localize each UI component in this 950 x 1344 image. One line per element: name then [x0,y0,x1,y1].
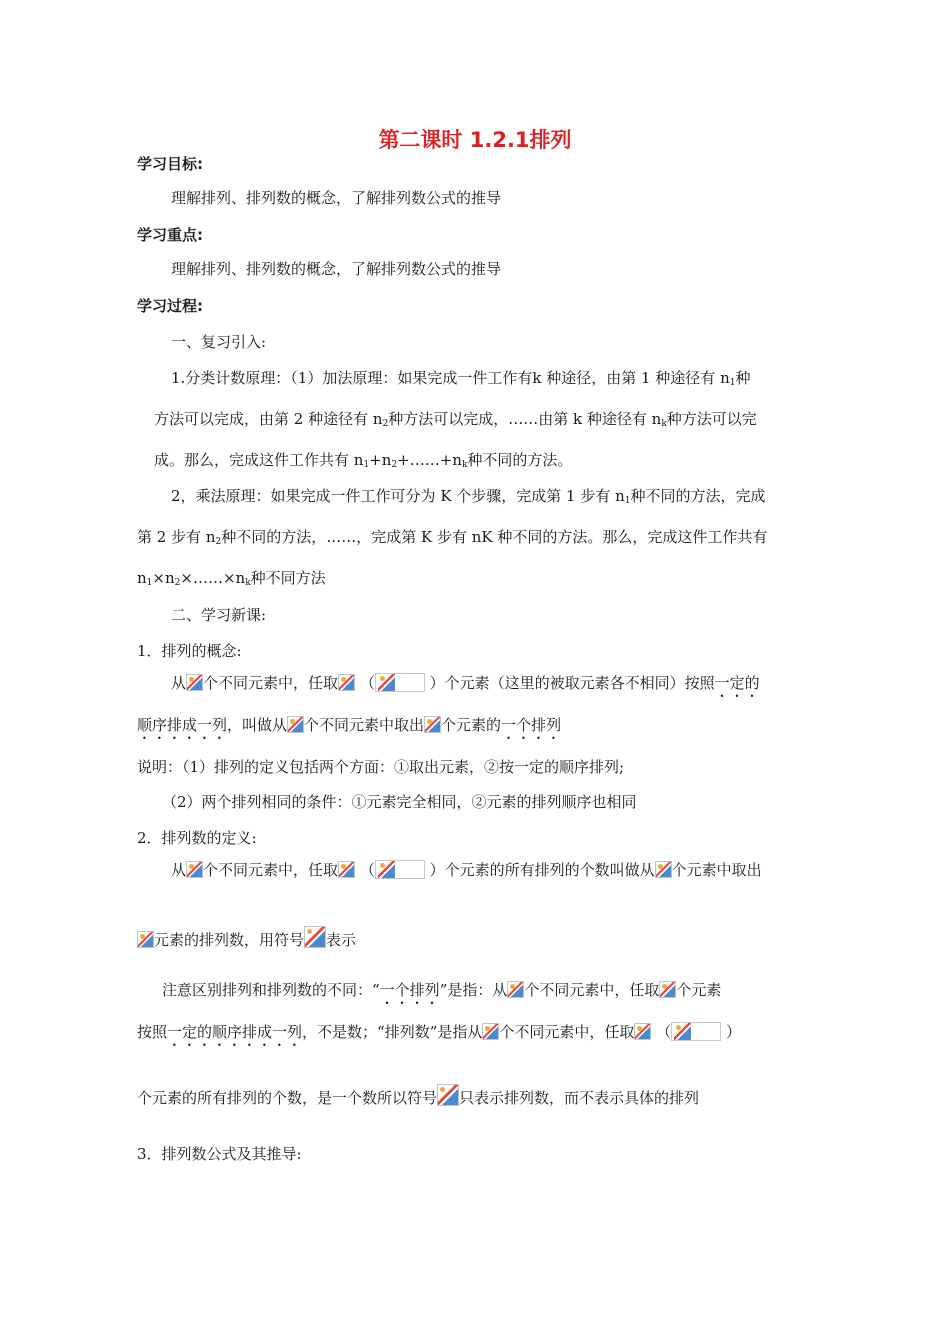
formula-image-icon [137,931,154,948]
section1-note1: 说明：（1）排列的定义包括两个方面：①取出元素，②按一定的顺序排列; [137,758,625,776]
focus-heading: 学习重点: [137,226,203,244]
formula-image-icon [186,861,203,878]
section2-note3: 个元素的所有排列的个数，是一个数所以符号 只表示排列数，而不表示具体的排列 [137,1084,699,1108]
formula-box [375,673,425,692]
section2-para2: 元素的排列数，用符号 表示 [137,926,356,950]
permutation-symbol-icon [304,926,326,948]
section2-note1: 注意区别排列和排列数的不同：“一个排列”是指：从 个不同元素中，任取 个元素 [162,981,722,999]
formula-image-icon [338,861,355,878]
mul-principle-line2: 第 2 步有 $n_2$种不同的方法，……，完成第 K 步有 nK 种不同的方法。那么，完成这件工作共有 [137,528,768,547]
review-heading: 一、复习引入: [171,333,267,351]
add-principle-line2: 方法可以完成，由第 2 种途径有 $n_2$种方法可以完成，……由第 k 种途径有 $n_k$种方法可以完 [154,410,757,429]
goal-text: 理解排列、排列数的概念，了解排列数公式的推导 [171,189,502,207]
section1-para1: 从 个不同元素中，任取 （ ）个元素（这里的被取元素各不相同）按照一定的 [171,674,760,692]
formula-image-icon [378,674,395,691]
formula-image-icon [507,981,524,998]
formula-box [375,860,425,879]
formula-image-icon [186,674,203,691]
formula-image-icon [655,861,672,878]
section1-para2: 顺序排成一列，叫做从 个不同元素中取出 个元素的一个排列 [137,716,562,734]
formula-image-icon [378,861,395,878]
formula-image-icon [424,716,441,733]
permutation-symbol-icon [437,1084,459,1106]
formula-image-icon [634,1023,651,1040]
formula-box [671,1022,721,1041]
formula-image-icon [674,1023,691,1040]
formula-image-icon [287,716,304,733]
add-principle-line1: 1.分类计数原理：（1）加法原理：如果完成一件工作有k 种途径，由第 1 种途径有 $n_1$种 [171,369,751,388]
add-principle-line3: 成。那么，完成这件工作共有 $n_1+n_2+\dots\dots+n_k$种不同的方法。 [154,451,573,470]
formula-image-icon [659,981,676,998]
goal-heading: 学习目标: [137,155,203,173]
formula-image-icon [338,674,355,691]
mul-principle-line1: 2，乘法原理：如果完成一件工作可分为 K 个步骤，完成第 1 步有 $n_1$种不同的方法，完成 [171,487,766,506]
section2-note2: 按照一定的顺序排成一列，不是数；“排列数”是指从 个不同元素中，任取 （ ） [137,1023,741,1041]
section2-heading: 2．排列数的定义: [137,829,257,847]
page-title: 第二课时 1.2.1排列 [378,128,572,152]
section3-heading: 3．排列数公式及其推导: [137,1145,302,1163]
section2-para1: 从 个不同元素中，任取 （ ）个元素的所有排列的个数叫做从 个元素中取出 [171,861,762,879]
newlesson-heading: 二、学习新课: [171,606,267,624]
section1-heading: 1．排列的概念: [137,642,242,660]
formula-image-icon [482,1023,499,1040]
mul-principle-line3: $n_1\times n_2\times\dots\dots\times n_k$种不同方法 [137,569,326,588]
process-heading: 学习过程: [137,297,203,315]
focus-text: 理解排列、排列数的概念，了解排列数公式的推导 [171,260,502,278]
section1-note2: （2）两个排列相同的条件：①元素完全相同，②元素的排列顺序也相同 [162,793,637,811]
